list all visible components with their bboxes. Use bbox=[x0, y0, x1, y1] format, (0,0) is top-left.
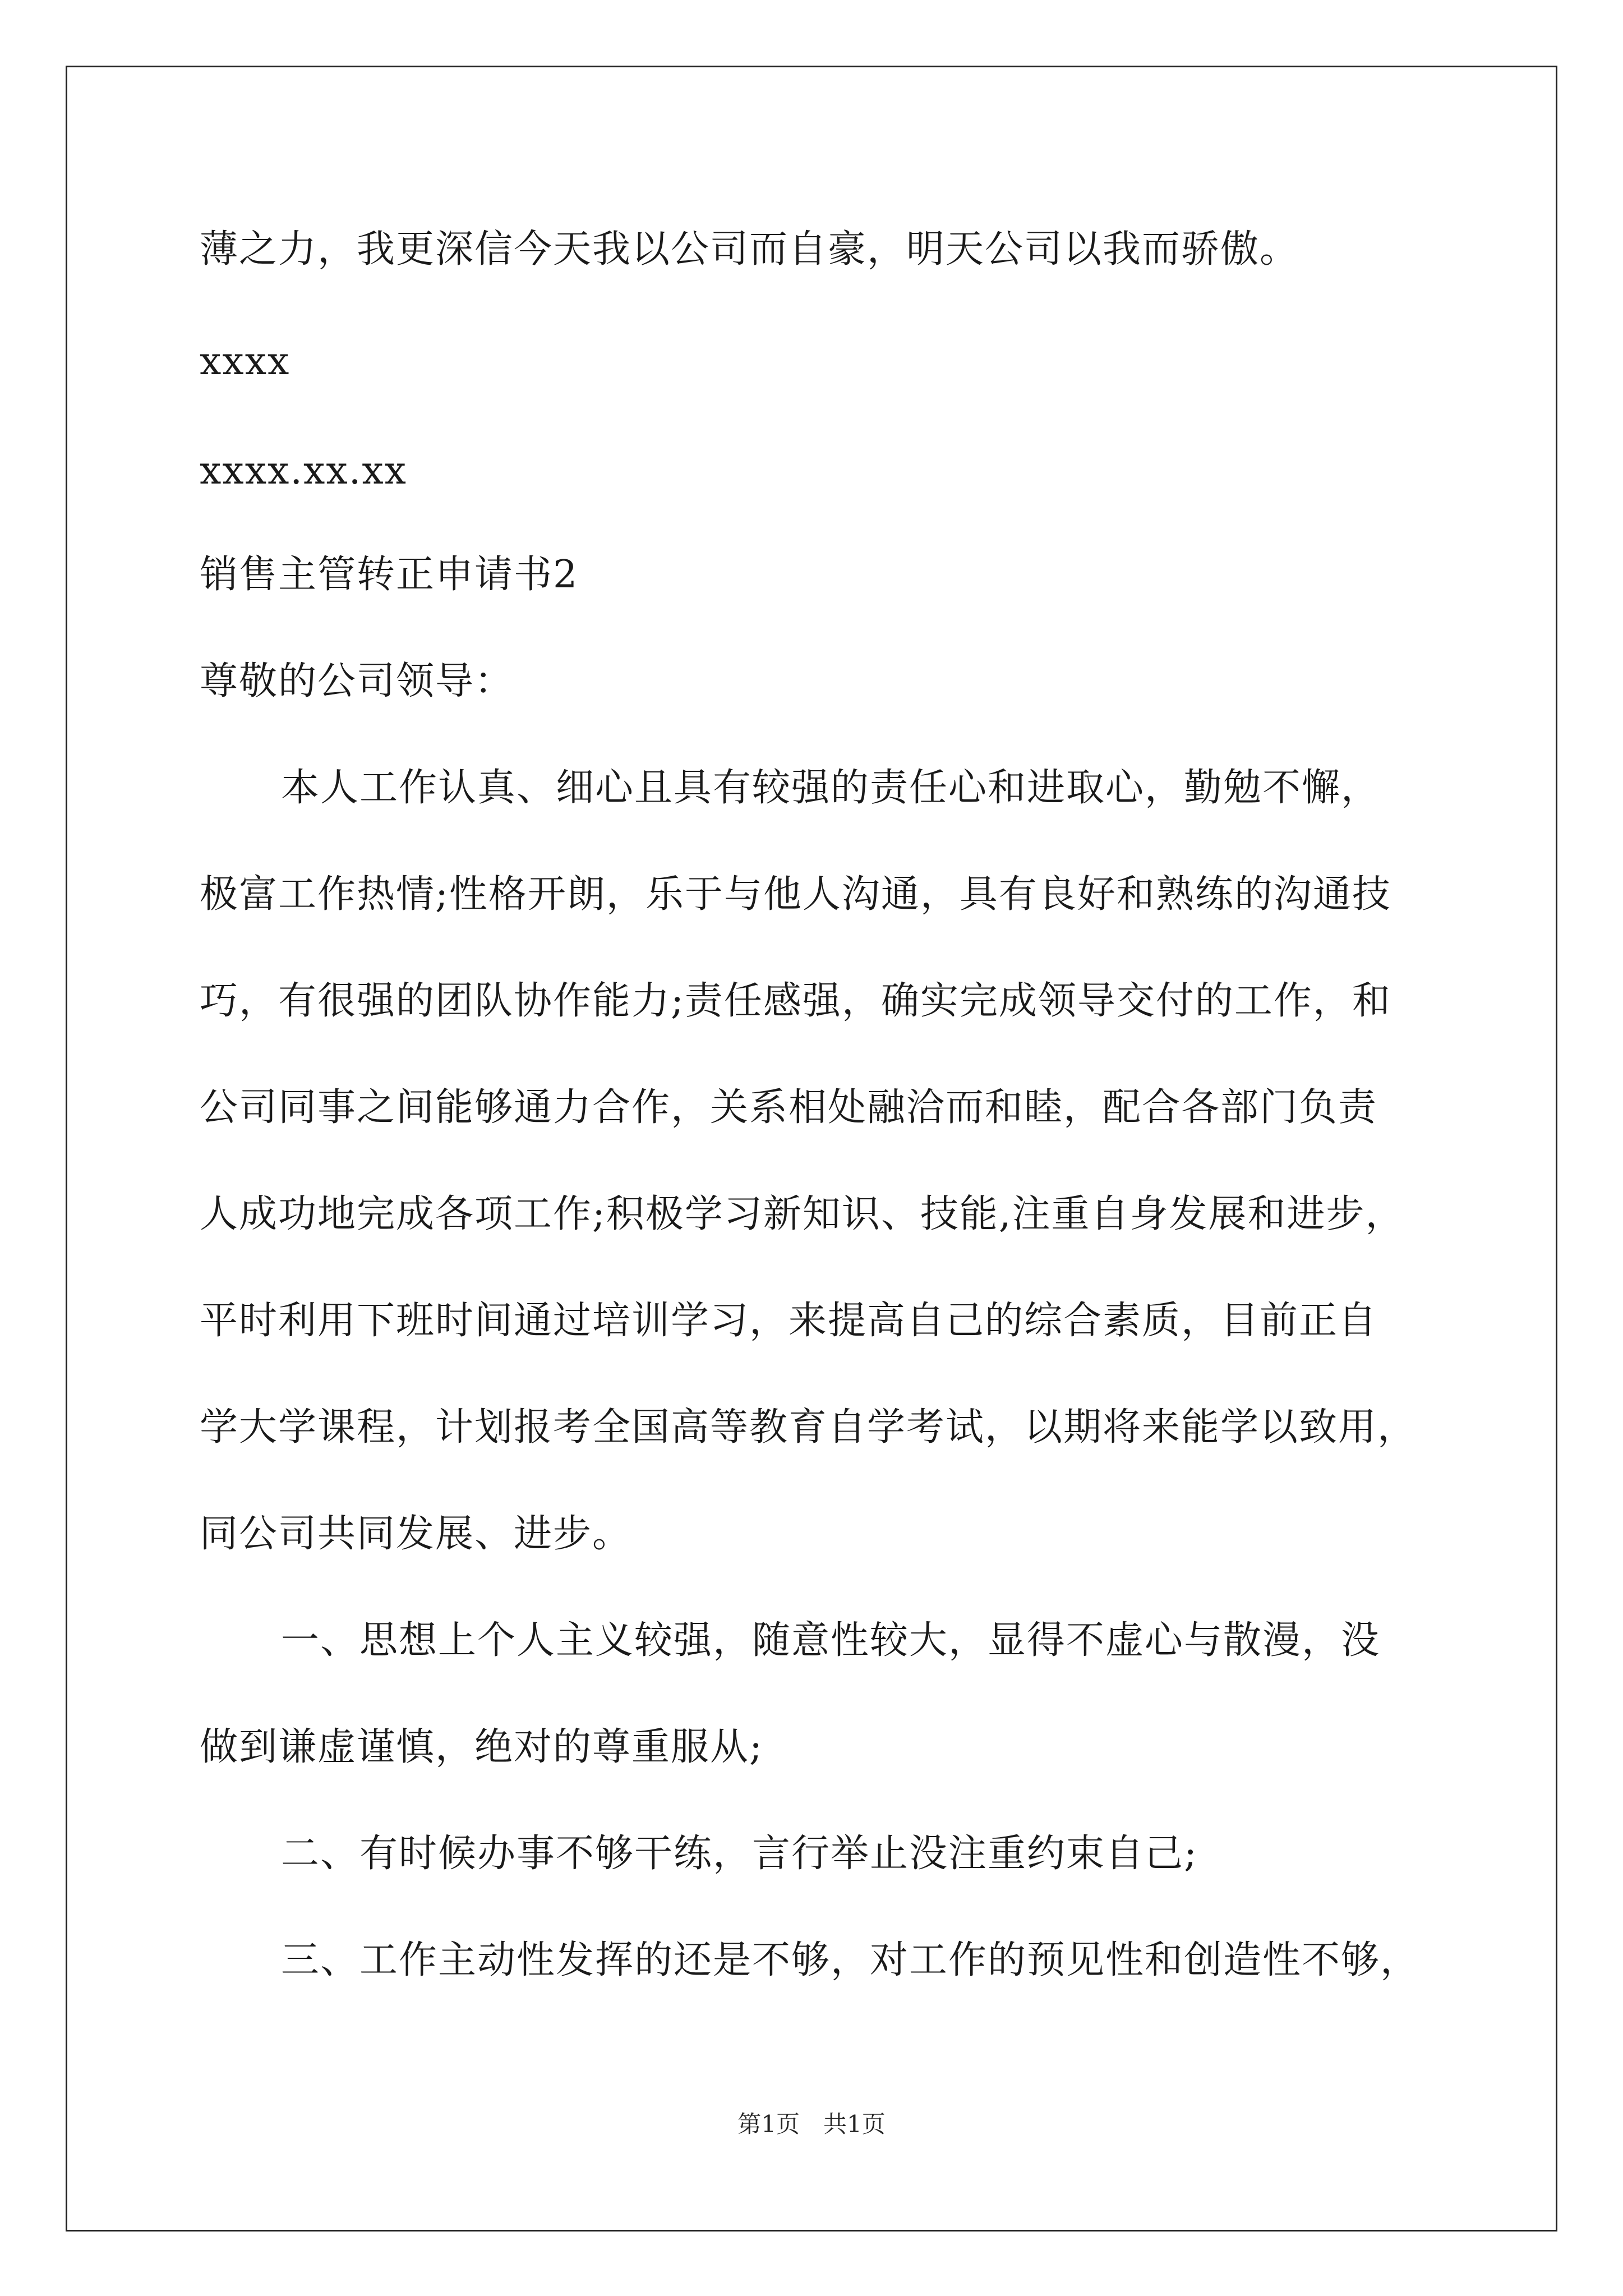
paragraph-line: 本人工作认真、细心且具有较强的责任心和进取心，勤勉不懈， bbox=[281, 766, 1381, 810]
paragraph-line: 公司同事之间能够通力合作，关系相处融洽而和睦，配合各部门负责 bbox=[200, 1085, 1378, 1130]
list-item-line: 一、思想上个人主义较强，随意性较大，显得不虚心与散漫，没 bbox=[281, 1618, 1381, 1663]
section-title: 销售主管转正申请书2 bbox=[200, 553, 579, 597]
list-item-line: 二、有时候办事不够干练，言行举止没注重约束自己; bbox=[281, 1832, 1198, 1876]
salutation: 尊敬的公司领导： bbox=[200, 659, 514, 703]
list-item-line: 三、工作主动性发挥的还是不够，对工作的预见性和创造性不够， bbox=[281, 1938, 1420, 1982]
signature-name: xxxx bbox=[200, 339, 291, 384]
paragraph-line: 学大学课程，计划报考全国高等教育自学考试，以期将来能学以致用， bbox=[200, 1405, 1417, 1450]
page-border bbox=[66, 66, 1557, 2231]
page-number-footer: 第1页 共1页 bbox=[737, 2110, 886, 2138]
text-line: 薄之力，我更深信今天我以公司而自豪，明天公司以我而骄傲。 bbox=[200, 227, 1299, 272]
paragraph-line: 巧，有很强的团队协作能力;责任感强，确实完成领导交付的工作，和 bbox=[200, 979, 1391, 1023]
signature-date: xxxx.xx.xx bbox=[200, 449, 408, 493]
paragraph-line: 极富工作热情;性格开朗，乐于与他人沟通，具有良好和熟练的沟通技 bbox=[200, 872, 1391, 917]
paragraph-line: 平时利用下班时间通过培训学习，来提高自己的综合素质，目前正自 bbox=[200, 1299, 1378, 1343]
paragraph-line: 人成功地完成各项工作;积极学习新知识、技能,注重自身发展和进步， bbox=[200, 1192, 1405, 1236]
list-item-line: 做到谦虚谨慎，绝对的尊重服从; bbox=[200, 1725, 763, 1769]
paragraph-line: 同公司共同发展、进步。 bbox=[200, 1512, 632, 1556]
